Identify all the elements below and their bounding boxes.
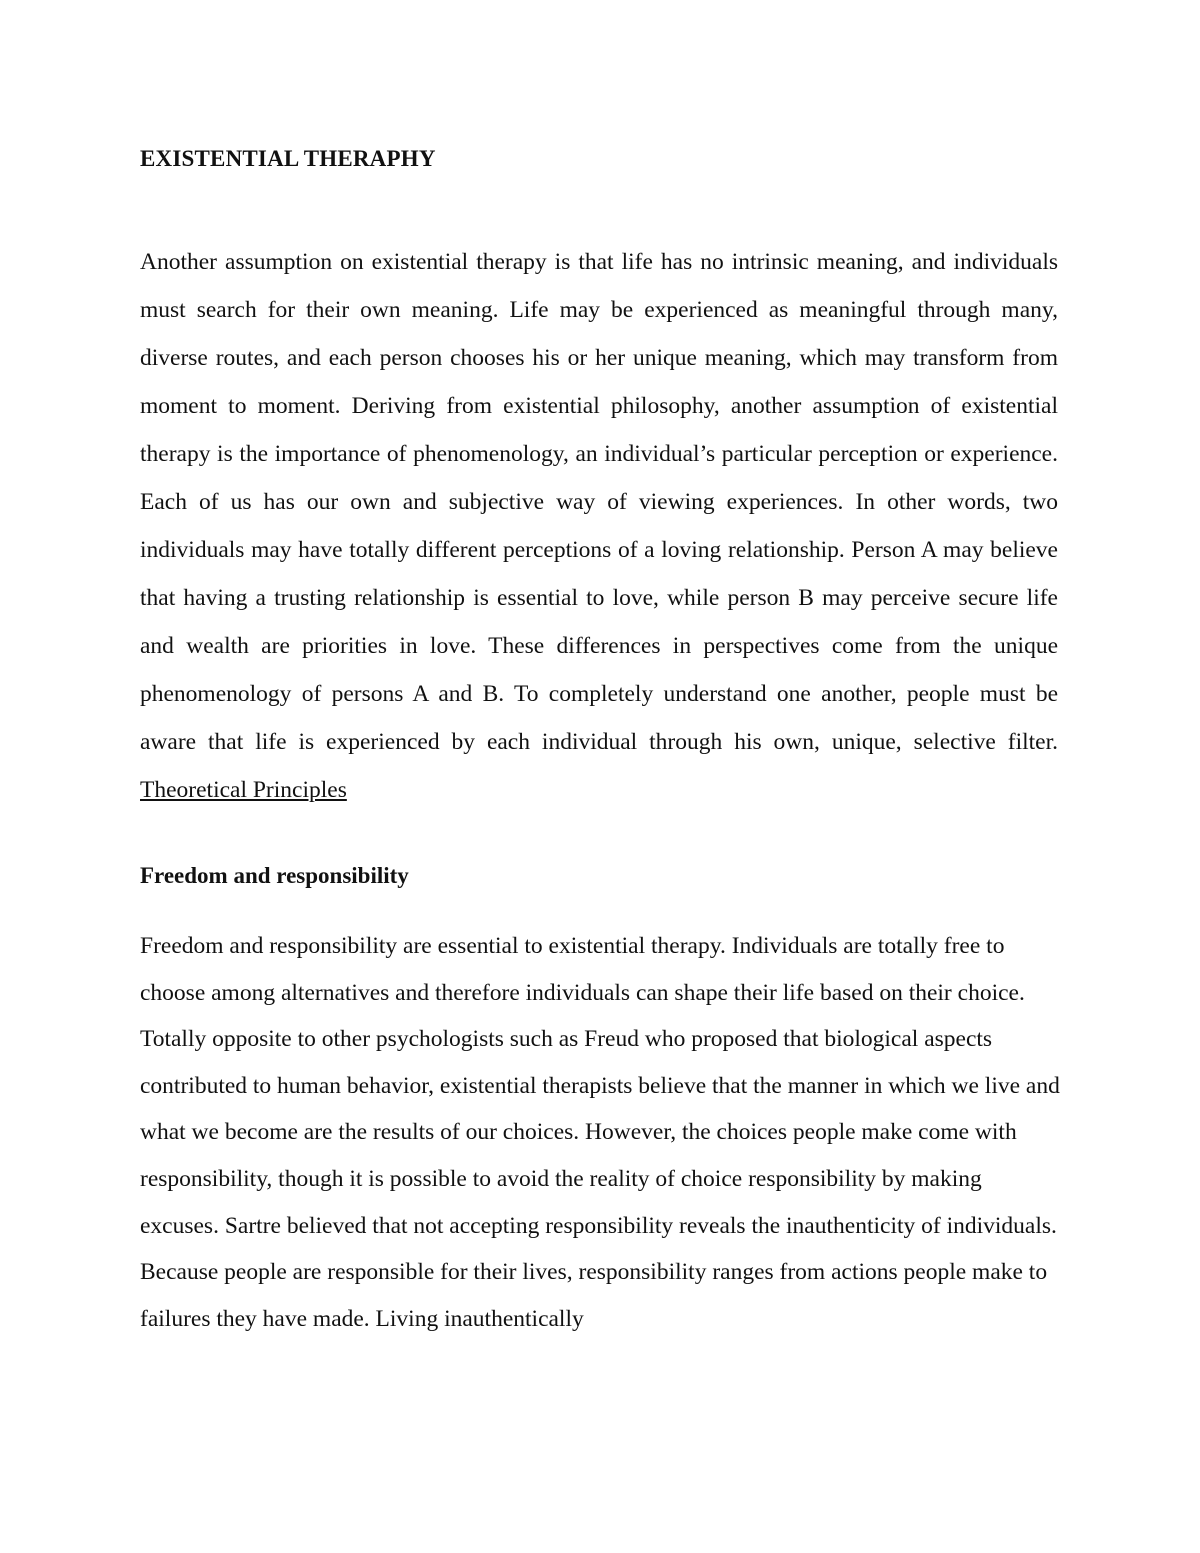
- paragraph-1-text: Another assumption on existential therapy is that life has no intrinsic meaning, and individuals must search for their own meaning. Life may be experienced as meaningful through many, diverse routes, and each person chooses his or her unique meaning, which may transform from moment to moment. Deriving from existential philosophy, another assumption of existential therapy is the importance of phenomenology, an individual’s particular perception or experience. Each of us has our own and subjective way of viewing experiences. In other words, two individuals may have totally different perceptions of a loving relationship. Person A may believe that having a trusting relationship is essential to love, while person B may perceive secure life and wealth are priorities in love. These differences in perspectives come from the unique phenomenology of persons A and B. To completely understand one another, people must be aware that life is experienced by each individual through his own, unique, selective filter.: [140, 249, 1058, 755]
- paragraph-freedom-responsibility: Freedom and responsibility are essential to existential therapy. Individuals are totally free to choose among alternatives and therefore individuals can shape their life based on their choice. Totally opposite to other psychologists such as Freud who proposed that biological aspects contributed to human behavior, existential therapists believe that the manner in which we live and what we become are the results of our choices. However, the choices people make come with responsibility, though it is possible to avoid the reality of choice responsibility by making excuses. Sartre believed that not accepting responsibility reveals the inauthenticity of individuals. Because people are responsible for their lives, responsibility ranges from actions people make to failures they have made. Living inauthentically: [140, 933, 1060, 1332]
- section-subheading: Freedom and responsibility: [140, 863, 409, 888]
- document-title: EXISTENTIAL THERAPHY: [140, 146, 436, 171]
- paragraph-existential-assumptions: [140, 238, 1058, 814]
- theoretical-principles-heading: Theoretical Principles: [140, 777, 347, 803]
